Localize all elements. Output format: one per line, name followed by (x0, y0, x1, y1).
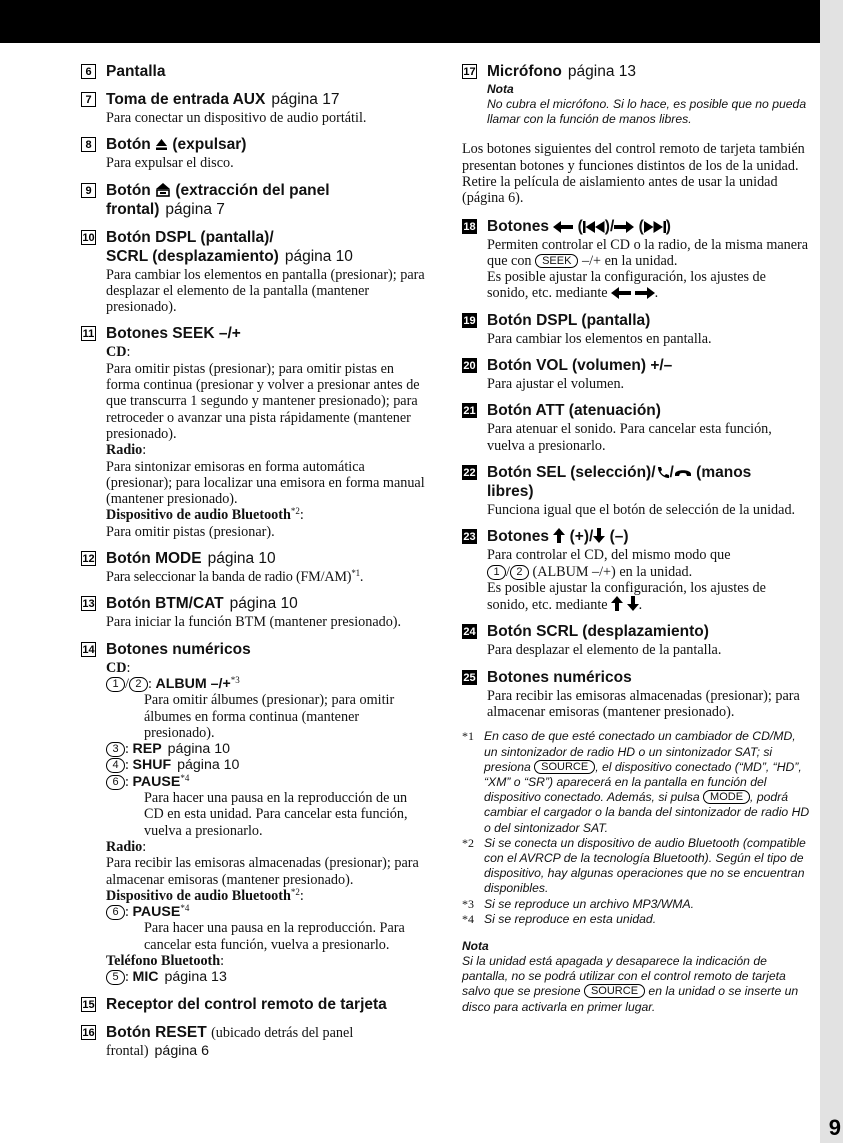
footnote-text: Si se reproduce un archivo MP3/WMA. (484, 896, 694, 911)
page-ref: página 13 (567, 63, 636, 80)
item-title-suffix: (manos (696, 463, 752, 481)
item-number: 7 (81, 92, 96, 107)
item-text: Para atenuar el sonido. Para cancelar esta función, vuelva a presionarlo. (487, 421, 772, 454)
footnote-ref: *4 (180, 772, 190, 783)
hang-up-icon (674, 467, 692, 479)
footnote-text: Si se reproduce en esta unidad. (484, 911, 657, 926)
skip-forward-icon (644, 221, 666, 233)
title-slash: / (669, 463, 674, 481)
item-text: Para seleccionar la banda de radio (FM/AM) (106, 569, 352, 586)
pause-label: PAUSE (132, 904, 181, 921)
skip-back-icon (583, 221, 605, 233)
item-10 (81, 228, 429, 316)
item-number: 15 (82, 998, 95, 1011)
item-20 (462, 356, 810, 392)
item-title: Botones (487, 528, 549, 546)
footnote-text-end: , podrá cambiar el cargador o la banda del sintonizador de radio HD o del sintonizador SAT. (484, 790, 810, 835)
note-heading: Nota (462, 938, 489, 953)
footnote-4 (462, 912, 810, 927)
item-number: 21 (463, 405, 476, 418)
item-text: Para ajustar el volumen. (487, 376, 625, 393)
header-bar (0, 0, 820, 43)
footnote-ref: *2 (290, 506, 300, 517)
page-ref: página 10 (284, 247, 353, 265)
item-title: Botones numéricos (487, 668, 632, 686)
item-number: 16 (82, 1026, 95, 1039)
item-text-cont: –/+ en la unidad. (581, 252, 678, 269)
item-text: Para desplazar el elemento de la pantalla. (487, 642, 722, 659)
sub-label-bluetooth: Dispositivo de audio Bluetooth (106, 887, 291, 904)
item-23: 23 Botones (+)/ (–) Para controlar el CD, del mismo modo que 1 / 2 (ALBUM –/+) en la unidad. Es posible ajustar la configuración, los ajustes de sonido, etc. mediante . (463, 528, 766, 614)
item-title: Botón VOL (volumen) +/– (487, 357, 673, 375)
item-text: Para cambiar los elementos en pantalla (presionar); para desplazar el elemento de la pantalla (mantener presionado). (106, 266, 425, 316)
item-title: Botón DSPL (pantalla) (487, 311, 651, 329)
page-ref: página 7 (165, 200, 225, 218)
item-21 (462, 401, 810, 454)
source-key: SOURCE (584, 984, 645, 998)
arrow-left-icon (553, 221, 573, 233)
key-2: 2 (129, 677, 148, 692)
arrow-right-icon (635, 287, 655, 299)
key-6: 6 (106, 905, 125, 920)
item-title: Botón BTM/CAT (106, 595, 224, 613)
item-text: Para iniciar la función BTM (mantener presionado). (106, 614, 402, 631)
item-title: Botones numéricos (106, 640, 251, 658)
page-ref: página 10 (207, 550, 276, 568)
right-column (462, 62, 810, 1015)
page-ref: página 10 (167, 741, 230, 758)
footnote-ref: *3 (230, 674, 240, 685)
item-title: Botón DSPL (pantalla)/ (106, 228, 274, 246)
bluetooth-text: Para omitir pistas (presionar). (106, 523, 275, 540)
item-text: Para cambiar los elementos en pantalla. (487, 330, 712, 347)
title-paren-close-slash: )/ (604, 217, 615, 235)
item-9 (81, 181, 429, 219)
item-17 (462, 62, 810, 127)
sub-label-radio: Radio (106, 442, 143, 459)
key-4: 4 (106, 758, 125, 773)
item-text: Para conectar un dispositivo de audio portátil. (106, 110, 367, 126)
item-title: Botón ATT (atenuación) (487, 402, 661, 420)
item-number: 23 (463, 531, 476, 544)
pause-text: Para hacer una pausa en la reproducción. Para cancelar esta función, vuelva a presionarlo. (144, 920, 405, 953)
footnote-2 (462, 836, 810, 897)
arrow-down-icon (627, 596, 639, 611)
arrow-down-icon (593, 528, 605, 543)
key-1: 1 (106, 677, 125, 692)
pause-label: PAUSE (132, 773, 181, 790)
item-title-line2: SCRL (desplazamiento) (106, 247, 279, 265)
item-16 (81, 1023, 429, 1059)
item-title: Botones (487, 217, 549, 235)
item-title-suffix: (expulsar) (172, 136, 247, 154)
item-text: Para expulsar el disco. (106, 155, 234, 172)
note-text-part: Si la unidad está apagada y desaparece la indicación de pantalla, no se podrá utilizar con el control remoto de tarjeta salvo que se presione (462, 953, 786, 999)
note-text (462, 954, 810, 1015)
item-19 (462, 311, 810, 347)
item-number: 18 (463, 220, 476, 233)
page-ref: página 6 (154, 1042, 209, 1059)
item-number: 25 (463, 671, 476, 684)
item-number: 10 (82, 231, 95, 244)
footnote-ref: *4 (180, 903, 190, 914)
panel-release-icon (155, 182, 171, 197)
note-heading: Nota (487, 82, 514, 96)
page-tab-strip (820, 0, 843, 1143)
pause-text: Para hacer una pausa en la reproducción de un CD en esta unidad. Para cancelar esta función, vuelva a presionarlo. (144, 790, 408, 839)
footnote-text-cont: , el dispositivo conectado (“MD”, “HD”, “XM” o “SR”) aparecerá en la pantalla en función del dispositivo conectado. Además, si pulsa (484, 759, 802, 805)
title-paren-open: ( (577, 217, 583, 235)
seek-key: SEEK (535, 254, 578, 268)
note-text-end: en la unidad o se inserte un disco para activarla en primer lugar. (462, 984, 799, 1014)
item-8 (81, 135, 429, 171)
left-column (81, 62, 429, 1068)
item-title: Botón RESET (106, 1023, 207, 1041)
item-13 (81, 594, 429, 630)
item-text-tail: . (359, 569, 364, 586)
sub-label-radio: Radio (106, 838, 143, 855)
item-text: Para recibir las emisoras almacenadas (presionar); para almacenar emisoras (mantener presionado). (487, 687, 800, 721)
item-title: Receptor del control remoto de tarjeta (106, 995, 387, 1013)
album-text: Para omitir álbumes (presionar); para omitir álbumes en forma continua (mantener presionado). (144, 692, 395, 741)
eject-icon (155, 138, 168, 151)
sub-label-bluetooth: Dispositivo de audio Bluetooth (106, 507, 291, 524)
radio-text: Para sintonizar emisoras en forma automática (presionar); para localizar una emisora en forma manual (mantener presionado). (106, 458, 425, 508)
item-number: 24 (463, 626, 476, 639)
sub-label-phone: Teléfono Bluetooth (106, 952, 221, 969)
item-title: Botones SEEK –/+ (106, 325, 241, 343)
footnote-mark: *1 (462, 729, 474, 744)
item-text: Permiten controlar el CD o la radio, de la misma manera que con (487, 236, 809, 269)
item-title-line2: libres) (487, 482, 534, 500)
page-number: 9 (828, 1115, 841, 1140)
item-number: 19 (463, 314, 476, 327)
cd-text: Para omitir pistas (presionar); para omitir pistas en forma continua (presionar y volver a presionar antes de que transcurra 1 segundo y mantener presionado); para retroceder o avanzar una pista rápidamente (mantener presionado). (106, 360, 420, 442)
arrow-left-icon (611, 287, 631, 299)
item-title-line2: frontal) (106, 200, 160, 218)
page-ref: página 13 (164, 969, 227, 986)
key-3: 3 (106, 742, 125, 757)
footnote-mark: *4 (462, 911, 474, 926)
item-14: 14 Botones numéricos CD: 1 / 2 : ALBUM –/+$^{*3}$ Para omitir álbumes (presionar); para omitir álbumes en forma continua (mantener presionado). 3 : REP página 10 4 : SHUF página 10 6 : PAUSE$^{*4}$ Para hacer una pausa en la reproducción de un CD en esta unidad. Para cancelar esta función, vuelva a presionarlo. Radio: Para recibir las emisoras almacenadas (presionar); para almacenar emisoras (mantener presionado). Dispositivo de audio Bluetooth$^{*2}$: 6 : PAUSE$^{*4}$ Para hacer una pausa en la reproducción. Para cancelar esta función, vuelva a presionarlo. Teléfono Bluetooth: 5 : MIC página 13 (81, 640, 429, 986)
item-text: Funciona igual que el botón de selección de la unidad. (487, 501, 796, 518)
item-text-end: . (654, 285, 659, 302)
key-6: 6 (106, 775, 125, 790)
album-label: ALBUM –/+ (155, 675, 231, 692)
item-text-cont: (ALBUM –/+) en la unidad. (532, 563, 693, 580)
item-number: 13 (82, 598, 95, 611)
key-5: 5 (106, 970, 125, 985)
page-ref: página 17 (271, 91, 340, 108)
footnote-mark: *2 (462, 835, 474, 850)
item-title: Pantalla (106, 63, 166, 80)
item-text: Para controlar el CD, del mismo modo que (487, 547, 731, 564)
key-1: 1 (487, 565, 506, 580)
rep-label: REP (132, 741, 162, 758)
mic-label: MIC (132, 969, 159, 986)
note-text: No cubra el micrófono. Si lo hace, es posible que no pueda llamar con la función de manos libres. (487, 97, 807, 127)
page-ref: página 10 (177, 757, 240, 774)
item-number: 11 (82, 328, 95, 341)
arrow-right-icon (614, 221, 634, 233)
item-number: 22 (463, 466, 476, 479)
item-number: 14 (82, 643, 95, 656)
item-title: Botón SEL (selección)/ (487, 463, 656, 481)
arrow-up-icon (611, 596, 623, 611)
item-title: Botón MODE (106, 550, 202, 568)
item-number: 12 (82, 553, 95, 566)
radio-text: Para recibir las emisoras almacenadas (presionar); para almacenar emisoras (mantener presionado). (106, 855, 419, 888)
item-title-note-line2: frontal) (106, 1042, 149, 1059)
footnote-mark: *3 (462, 896, 474, 911)
item-15 (81, 995, 429, 1014)
footnote-text: En caso de que esté conectado un cambiador de CD/MD, un sintonizador de radio HD o un sintonizador SAT; si presiona (484, 729, 796, 774)
item-number: 9 (81, 183, 96, 198)
footnote-ref: *2 (290, 886, 300, 897)
sub-label-cd: CD (106, 659, 127, 676)
item-text: Es posible ajustar la configuración, los ajustes de sonido, etc. mediante (487, 579, 766, 614)
footnote-3 (462, 897, 810, 912)
item-title: Botón (106, 136, 151, 154)
item-18 (462, 217, 810, 302)
shuf-label: SHUF (132, 757, 172, 774)
item-25 (462, 668, 810, 721)
item-12 (81, 549, 429, 585)
item-number: 17 (463, 66, 476, 78)
footnote-1 (462, 729, 810, 835)
sub-label-cd: CD (106, 344, 127, 361)
item-title-note: (ubicado detrás del panel (211, 1024, 354, 1041)
title-minus: (–) (609, 528, 629, 546)
page-ref: página 10 (229, 595, 298, 613)
item-title-suffix: (extracción del panel (175, 181, 330, 199)
item-text-end: . (638, 597, 643, 614)
intro-paragraph: Los botones siguientes del control remoto de tarjeta también presentan botones y funciones distintos de los de la unidad. Retire la película de aislamiento antes de usar la unidad (página 6). (462, 141, 805, 207)
item-title: Botón (106, 181, 151, 199)
item-text: Es posible ajustar la configuración, los ajustes de sonido, etc. mediante (487, 269, 766, 302)
footnote-text: Si se conecta un dispositivo de audio Bluetooth (compatible con el AVRCP de la tecnología Bluetooth). Según el tipo de dispositivo, hay algunas operaciones que no se encuentran disponibles. (484, 835, 806, 896)
item-title: Botón SCRL (desplazamiento) (487, 623, 709, 641)
item-6 (81, 62, 429, 81)
arrow-up-icon (553, 528, 565, 543)
footnote-ref: *1 (351, 568, 360, 579)
source-key: SOURCE (534, 760, 595, 774)
phone-icon (656, 466, 670, 479)
item-number: 20 (463, 360, 476, 373)
item-7 (81, 90, 429, 126)
item-title: Micrófono (487, 63, 562, 80)
item-22 (462, 463, 810, 518)
title-plus: (+)/ (569, 528, 594, 546)
item-number: 6 (81, 64, 96, 79)
item-title: Toma de entrada AUX (106, 91, 266, 108)
item-11: 11 Botones SEEK –/+ CD: Para omitir pistas (presionar); para omitir pistas en forma continua (presionar y volver a presionar antes de que transcurra 1 segundo y mantener presionado); para retroceder o avanzar una pista rápidamente (mantener presionado). Radio: Para sintonizar emisoras en forma automática (presionar); para localizar una emisora en forma manual (mantener presionado). Dispositivo de audio Bluetooth$^{*2}$: Para omitir pistas (presionar). (81, 324, 429, 540)
title-paren-open: ( (638, 217, 644, 235)
key-2: 2 (510, 565, 529, 580)
mode-key: MODE (703, 790, 750, 804)
item-24 (462, 622, 810, 658)
title-paren-close: ) (665, 217, 671, 235)
item-number: 8 (81, 137, 96, 152)
